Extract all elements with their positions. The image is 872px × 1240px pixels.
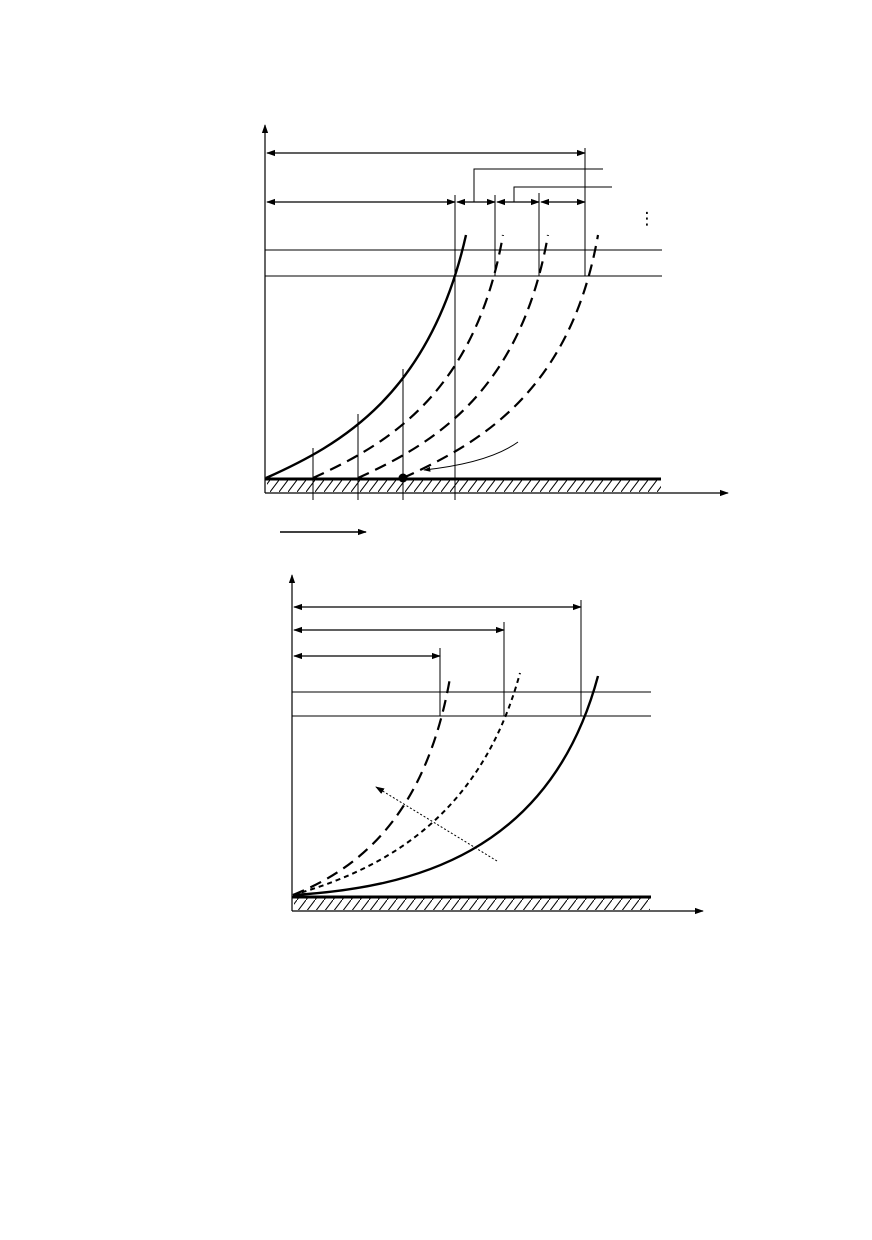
curve-1	[266, 235, 466, 478]
pointer-leader	[424, 442, 518, 470]
bottom-diagram	[292, 575, 703, 911]
top-diagram	[265, 125, 728, 532]
curve-medium	[293, 673, 520, 895]
continuation-mark: ⋮	[638, 209, 656, 229]
curve-3	[358, 235, 548, 478]
curve-2	[313, 235, 503, 478]
trend-arrow	[376, 787, 497, 861]
curve-short	[293, 678, 450, 895]
top-ground-hatch	[267, 480, 661, 492]
curve-long	[293, 676, 598, 895]
interval-leader-2	[514, 187, 612, 202]
curve-start-point	[399, 474, 408, 483]
bottom-ground-hatch	[294, 898, 650, 910]
curve-4	[403, 235, 598, 478]
